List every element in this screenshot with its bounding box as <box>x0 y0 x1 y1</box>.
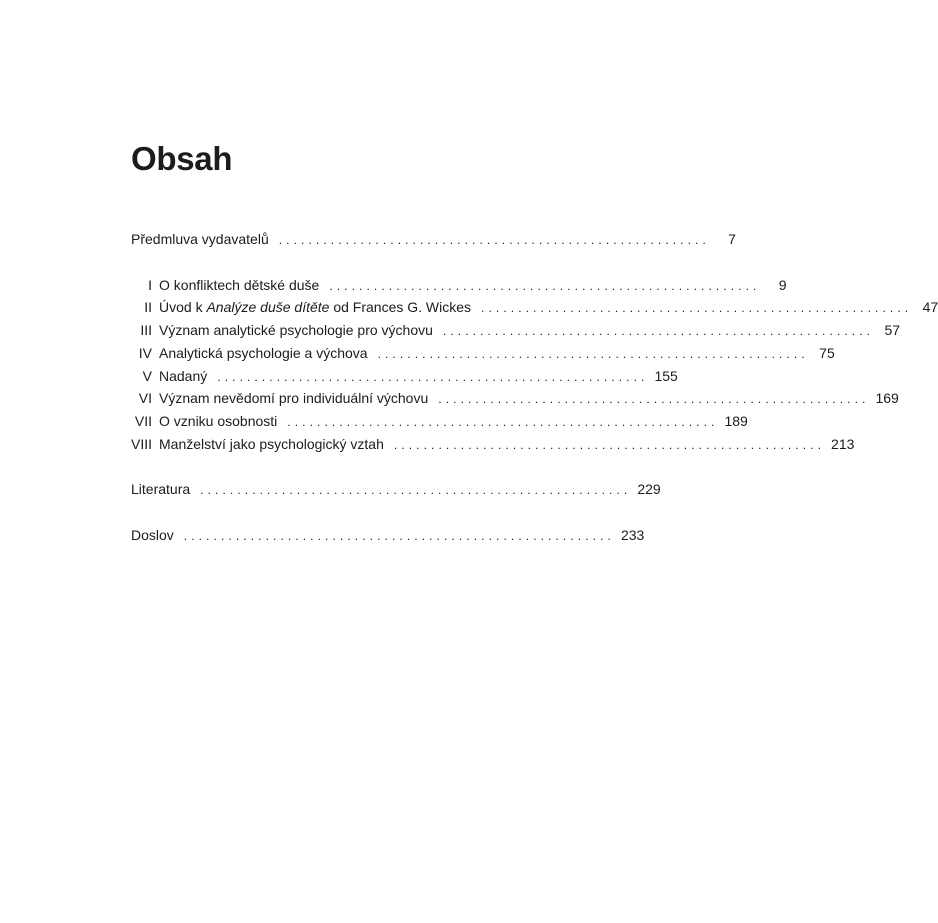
toc-entry-title: Manželství jako psychologický vztah <box>159 435 384 452</box>
chapter-number: III <box>140 322 152 338</box>
title-part: od Frances G. Wickes <box>329 299 472 316</box>
toc-entry-page: 75 <box>819 344 835 361</box>
chapter-number: VI <box>138 390 152 407</box>
dot-leader: .......................................................... <box>393 437 826 452</box>
toc-entry-page: 57 <box>884 322 901 338</box>
toc-entry-title: Nadaný <box>159 367 208 384</box>
dot-leader: .......................................................... <box>217 369 649 384</box>
toc-entry-title: Analytická psychologie a výchova <box>159 344 368 361</box>
toc-entry-title <box>159 296 471 319</box>
toc-entry-afterword <box>131 524 645 547</box>
chapter-number: V <box>142 367 152 384</box>
toc-entry-chapter-5 <box>131 365 678 388</box>
dot-leader: .......................................................... <box>377 346 809 361</box>
title-part: Úvod k <box>159 299 207 316</box>
dot-leader: .......................................................... <box>183 528 615 543</box>
toc-entry-page: 189 <box>724 413 748 429</box>
toc-entry-title: Předmluva vydavatelů <box>131 231 269 247</box>
toc-entry-page: 9 <box>778 276 787 293</box>
chapter-number: I <box>148 276 152 293</box>
chapter-number: II <box>144 299 152 316</box>
title-italic-part: Analýze duše dítěte <box>206 299 330 316</box>
toc-entry-title: Literatura <box>131 481 191 498</box>
toc-entry-title: Doslov <box>131 526 174 543</box>
toc-entry-page: 213 <box>831 435 855 452</box>
toc-entry-chapter-8 <box>131 433 855 456</box>
toc-entry-chapter-6 <box>131 387 899 410</box>
chapter-number: VIII <box>131 435 153 452</box>
toc-entry-page: 7 <box>728 231 736 247</box>
chapter-number: VII <box>134 413 152 429</box>
dot-leader: .......................................................... <box>200 483 632 498</box>
section-spacer <box>131 251 545 274</box>
toc-entry-page: 229 <box>637 481 661 498</box>
toc-entry-title: Význam analytické psychologie pro výchovu <box>159 322 433 338</box>
toc-entry-title: O vzniku osobnosti <box>159 413 278 429</box>
toc-entry-chapter-1 <box>131 274 787 297</box>
toc-entry-page: 47 <box>922 299 938 316</box>
chapter-number: IV <box>138 344 152 361</box>
toc-entry-title: Význam nevědomí pro individuální výchovu <box>159 390 429 407</box>
section-spacer <box>131 501 545 524</box>
toc-entry-title: O konfliktech dětské duše <box>159 276 320 293</box>
dot-leader: .......................................................... <box>329 278 761 293</box>
toc-entry-chapter-2 <box>131 296 938 319</box>
toc-entry-foreword <box>131 228 736 251</box>
dot-leader: .......................................................... <box>481 301 913 316</box>
dot-leader: .......................................................... <box>438 392 870 407</box>
page-title: Obsah <box>131 140 233 177</box>
section-spacer <box>131 456 545 479</box>
toc-entry-page: 233 <box>620 526 645 543</box>
dot-leader: .......................................................... <box>287 415 719 429</box>
toc-entry-literature <box>131 478 661 501</box>
toc-entry-page: 169 <box>875 390 899 407</box>
toc-entry-chapter-4 <box>131 342 835 365</box>
table-of-contents <box>131 228 938 547</box>
dot-leader: .......................................................... <box>278 233 710 247</box>
toc-entry-chapter-7 <box>131 410 748 433</box>
toc-entry-chapter-3 <box>131 319 901 342</box>
dot-leader: .......................................................... <box>442 324 875 338</box>
toc-entry-page: 155 <box>654 367 678 384</box>
